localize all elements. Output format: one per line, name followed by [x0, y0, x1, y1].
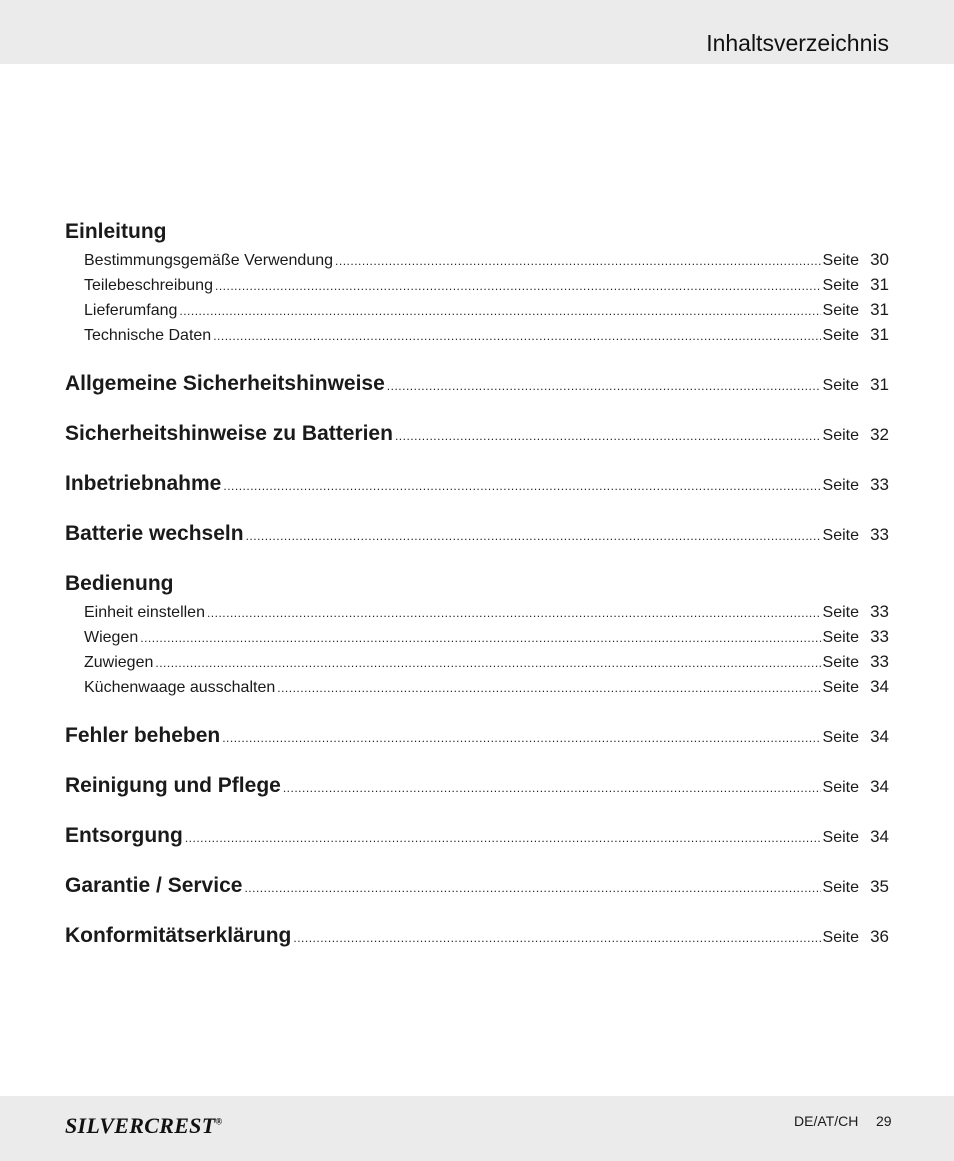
toc-entry-label: Zuwiegen [84, 654, 154, 671]
toc-entry-konformitaet[interactable] [65, 911, 889, 961]
seite-label: Seite [822, 879, 859, 896]
page-number: 30 [870, 250, 889, 269]
toc-heading-label: Konformitätserklärung [65, 924, 292, 947]
seite-label: Seite [822, 929, 859, 946]
seite-label: Seite [822, 527, 859, 544]
toc-entry[interactable] [65, 272, 889, 297]
page-number: 31 [870, 325, 889, 344]
toc-heading-einleitung [65, 217, 889, 247]
toc-entry-fehler[interactable] [65, 711, 889, 761]
table-of-contents [65, 217, 889, 961]
toc-entry-entsorgung[interactable] [65, 811, 889, 861]
leader-dots [213, 324, 820, 349]
leader-dots [283, 763, 821, 813]
page-number: 31 [870, 375, 889, 394]
toc-entry[interactable] [65, 599, 889, 624]
page-number: 32 [870, 425, 889, 444]
toc-entry-label: Lieferumfang [84, 302, 178, 319]
toc-entry-label: Technische Daten [84, 327, 212, 344]
page-number: 33 [870, 475, 889, 494]
seite-label: Seite [822, 477, 859, 494]
seite-label: Seite [822, 252, 859, 269]
toc-heading-label: Fehler beheben [65, 724, 221, 747]
leader-dots [223, 461, 820, 511]
leader-dots [222, 713, 820, 763]
logo-silver: SILVER [65, 1113, 145, 1138]
seite-label: Seite [822, 729, 859, 746]
seite-label: Seite [822, 427, 859, 444]
page-number: 36 [870, 927, 889, 946]
toc-entry[interactable] [65, 674, 889, 699]
page-number: 34 [870, 827, 889, 846]
leader-dots [179, 299, 820, 324]
seite-label: Seite [822, 277, 859, 294]
toc-heading-label: Inbetriebnahme [65, 472, 222, 495]
page-number: 35 [870, 877, 889, 896]
footer-region: DE/AT/CH [794, 1113, 859, 1129]
toc-entry[interactable] [65, 649, 889, 674]
seite-label: Seite [822, 327, 859, 344]
toc-heading-label: Entsorgung [65, 824, 183, 847]
seite-label: Seite [822, 604, 859, 621]
toc-entry-label: Wiegen [84, 629, 139, 646]
logo-crest: CREST [144, 1113, 216, 1138]
seite-label: Seite [822, 654, 859, 671]
seite-label: Seite [822, 629, 859, 646]
toc-entry-reinigung[interactable] [65, 761, 889, 811]
toc-heading-label: Garantie / Service [65, 874, 243, 897]
leader-dots [246, 511, 821, 561]
toc-entry-batterien-sicherheit[interactable] [65, 409, 889, 459]
toc-heading-label: Bedienung [65, 572, 174, 595]
toc-entry-label: Einheit einstellen [84, 604, 205, 621]
page-number: 31 [870, 300, 889, 319]
silvercrest-logo [65, 1113, 222, 1139]
header-band [0, 0, 954, 64]
seite-label: Seite [822, 779, 859, 796]
toc-heading-label: Einleitung [65, 220, 167, 243]
leader-dots [335, 249, 821, 274]
toc-entry-label: Küchenwaage ausschalten [84, 679, 276, 696]
toc-entry-batterie-wechseln[interactable] [65, 509, 889, 559]
page-number: 33 [870, 602, 889, 621]
toc-entry[interactable] [65, 247, 889, 272]
seite-label: Seite [822, 829, 859, 846]
toc-entry-inbetriebnahme[interactable] [65, 459, 889, 509]
page-number: 33 [870, 627, 889, 646]
page-title: Inhaltsverzeichnis [706, 30, 889, 56]
leader-dots [185, 813, 821, 863]
toc-entry[interactable] [65, 297, 889, 322]
leader-dots [293, 913, 820, 963]
page-number: 31 [870, 275, 889, 294]
toc-heading-label: Reinigung und Pflege [65, 774, 281, 797]
toc-entry-allgemeine[interactable] [65, 359, 889, 409]
leader-dots [387, 361, 821, 411]
page-number: 34 [870, 727, 889, 746]
registered-mark: ® [215, 1116, 223, 1127]
toc-heading-label: Allgemeine Sicherheitshinweise [65, 372, 385, 395]
footer-page-number: 29 [876, 1113, 892, 1129]
page-number: 33 [870, 525, 889, 544]
leader-dots [215, 274, 821, 299]
page-number: 34 [870, 777, 889, 796]
toc-entry-label: Bestimmungsgemäße Verwendung [84, 252, 334, 269]
leader-dots [277, 676, 820, 701]
seite-label: Seite [822, 302, 859, 319]
page-number: 34 [870, 677, 889, 696]
toc-entry-garantie[interactable] [65, 861, 889, 911]
page-number: 33 [870, 652, 889, 671]
seite-label: Seite [822, 377, 859, 394]
leader-dots [207, 601, 821, 626]
seite-label: Seite [822, 679, 859, 696]
toc-entry[interactable] [65, 322, 889, 347]
toc-entry[interactable] [65, 624, 889, 649]
toc-heading-bedienung [65, 569, 889, 599]
leader-dots [155, 651, 820, 676]
toc-heading-label: Batterie wechseln [65, 522, 244, 545]
toc-entry-label: Teilebeschreibung [84, 277, 213, 294]
leader-dots [395, 411, 821, 461]
leader-dots [244, 863, 820, 913]
leader-dots [140, 626, 820, 651]
toc-heading-label: Sicherheitshinweise zu Batterien [65, 422, 393, 445]
